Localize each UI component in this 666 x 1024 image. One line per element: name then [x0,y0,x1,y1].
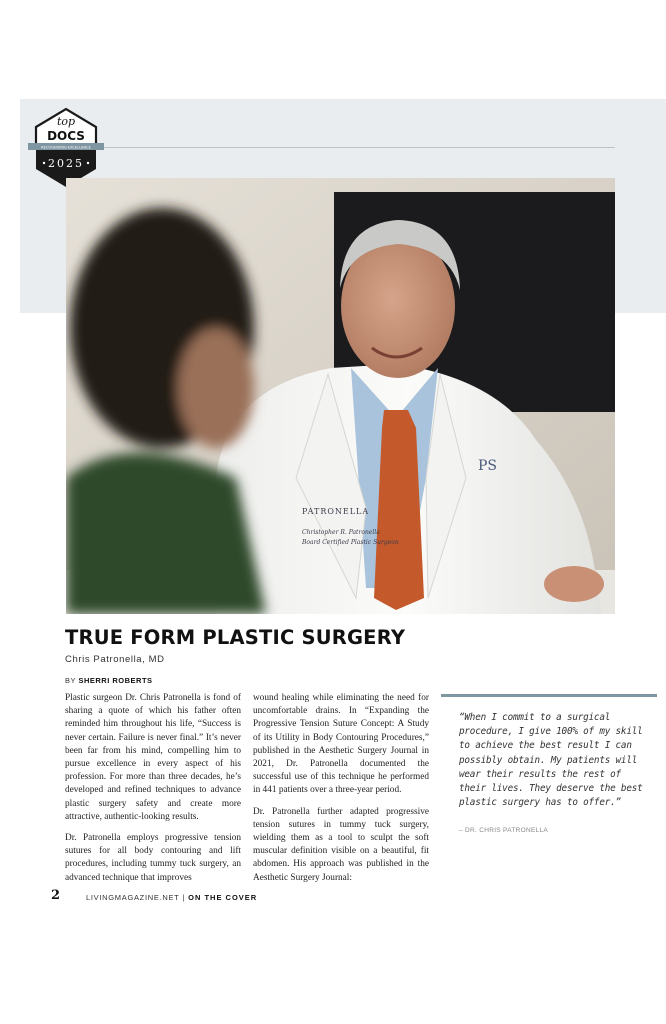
badge-top-word: top [56,115,76,128]
footer-site: LIVINGMAGAZINE.NET [86,893,180,902]
page-number: 2 [51,888,61,903]
pullquote-attribution: – DR. CHRIS PATRONELLA [459,827,549,834]
photo-tie [374,410,424,610]
badge-dot-left [43,162,45,164]
article-title: TRUE FORM PLASTIC SURGERY [65,626,406,649]
pullquote-text: “When I commit to a surgical procedure, I give 100% of my skill to achieve the best result I can possibly obtain. My patients will wear their results the rest of their lives. They deserve the best plastic surgery has to offer.” [459,712,643,809]
photo-foreground-figure [66,208,266,614]
article-paragraph: wound healing while eliminating the need for uncomfortable drains. In “Expanding the Progressive Tension Suture Concept: A Study of its Utility in Body Contouring Procedures,” published in the Aesthetic Surgery Journal in 2021, Dr. Patronella documented the successful use of this technique he performed in 441 patients over a three-year period. [253,693,429,796]
footer [86,893,257,902]
photo-coat-text-2: Christopher R. Patronella [302,529,380,536]
photo-coat-text-3: Board Certified Plastic Surgeon [302,539,399,546]
byline [65,676,153,685]
footer-section: ON THE COVER [188,893,258,902]
header-rule [98,147,615,148]
pullquote-rule [441,694,657,697]
photo-coat-logo: PS [478,458,498,474]
article-column-1 [65,692,241,893]
article-paragraph: Plastic surgeon Dr. Chris Patronella is fond of sharing a quote of which his father often reminded him throughout his life, “Success is never certain. Failure is never final.” It’s never been far from his mind, compelling him to pursue excellence in every aspect of his profession. For more than three decades, he’s developed and refined techniques to advance plastic surgery safety and create more attractive, authentic-looking results. [65,693,241,822]
badge-ribbon-text: RECOGNIZING EXCELLENCE [41,145,91,150]
badge-year: 2025 [48,157,84,170]
article-subtitle: Chris Patronella, MD [65,654,165,665]
photo-hand [544,566,604,602]
byline-author: SHERRI ROBERTS [78,676,153,685]
badge-docs-word: DOCS [47,129,85,143]
photo-coat-text-1: PATRONELLA [302,507,370,516]
badge-dot-right [87,162,89,164]
article-paragraph: Dr. Patronella further adapted progressive tension sutures in tummy tuck surgery, wielding them as a tool to sculpt the soft muscular definition visible on a beautiful, fit abdomen. His approach was published in the Aesthetic Surgery Journal: [253,806,429,883]
article-paragraph: Dr. Patronella employs progressive tension sutures for all body contouring and lift procedures, including tummy tuck surgery, an advanced technique that improves [65,833,241,883]
footer-separator: | [182,893,186,902]
top-docs-badge [28,107,104,189]
article-column-2 [253,692,429,893]
byline-prefix: BY [65,676,76,685]
cover-photo [66,178,615,614]
